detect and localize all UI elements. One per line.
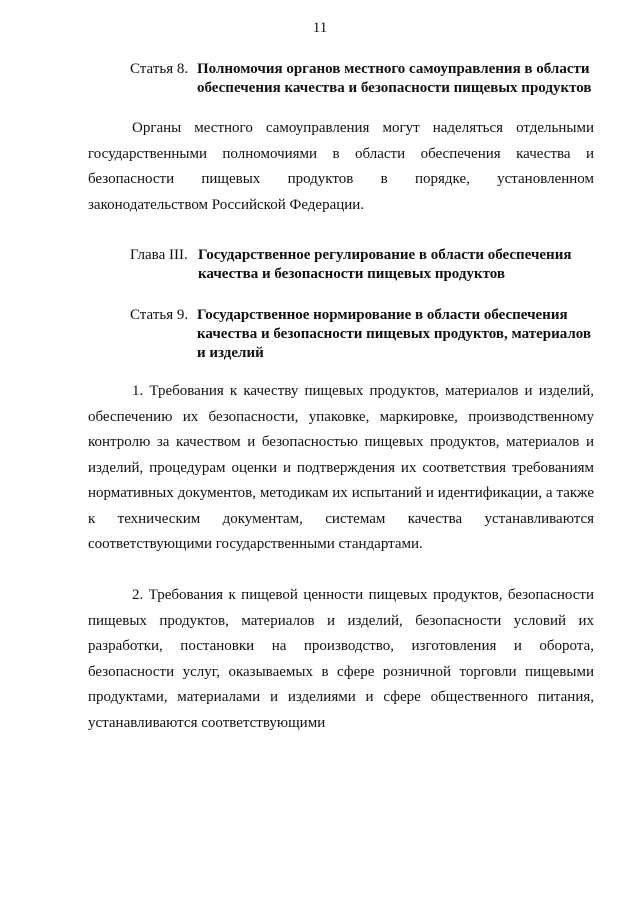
article-9-p1-text: 1. Требования к качеству пищевых продуктов, материалов и изделий, обеспечению их безопасности, упаковке, маркировке, производственному контролю за качеством и безопасностью пищевых продуктов, материалов и изделий, процедурам оценки и подтверждения их соответствия требованиям нормативных документов, методикам их испытаний и идентификации, а также к техническим документам, системам качества устанавливаются соответствующими государственными стандартами.	[88, 383, 594, 552]
article-9-prefix: Статья 9.	[130, 307, 189, 323]
chapter-3-heading	[130, 246, 600, 284]
page-number: 11	[312, 20, 328, 36]
article-9-paragraph-2	[88, 583, 594, 736]
chapter-3-title: Государственное регулирование в области обеспечения качества и безопасности пищевых продуктов	[198, 247, 572, 282]
article-9-heading	[130, 306, 600, 363]
article-8-heading	[130, 60, 600, 98]
article-8-text	[88, 116, 594, 218]
article-8-title: Полномочия органов местного самоуправления в области обеспечения качества и безопасности пищевых продуктов	[197, 61, 592, 96]
chapter-3-prefix: Глава III.	[130, 247, 188, 263]
article-8-prefix: Статья 8.	[130, 61, 189, 77]
article-9-paragraph-1	[88, 379, 594, 558]
article-9-p2-text: 2. Требования к пищевой ценности пищевых продуктов, безопасности пищевых продуктов, материалов и изделий, безопасности условий их разработки, постановки на производство, изготовления и оборота, безопасности услуг, оказываемых в сфере розничной торговли пищевыми продуктами, материалами и изделиями и сфере общественного питания, устанавливаются соответствующими	[88, 587, 594, 731]
article-9-title: Государственное нормирование в области обеспечения качества и безопасности пищевых продуктов, материалов и изделий	[197, 307, 592, 361]
article-8-body: Органы местного самоуправления могут наделяться отдельными государственными полномочиями в области обеспечения качества и безопасности пищевых продуктов в порядке, установленном законодательством Российской Федерации.	[88, 120, 594, 213]
